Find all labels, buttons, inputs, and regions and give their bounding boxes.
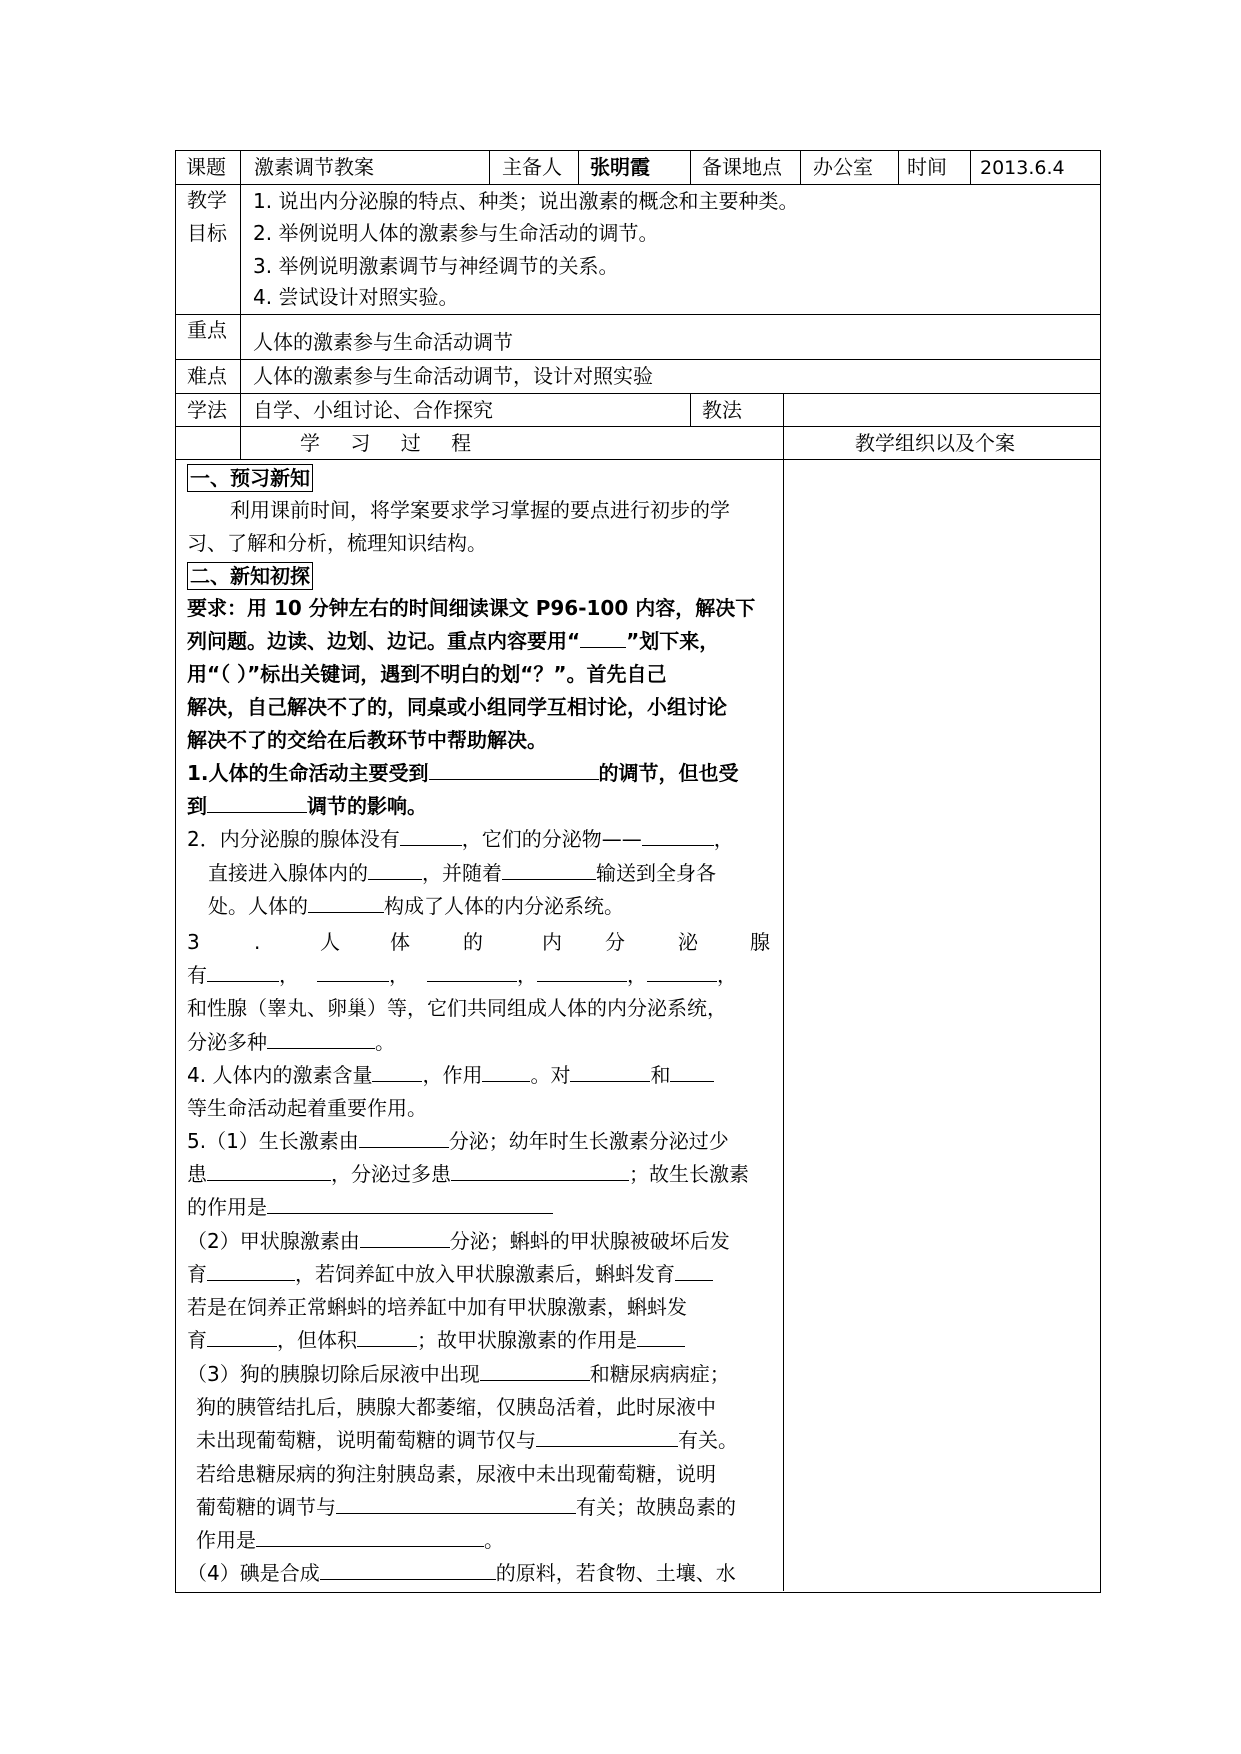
question-3-char: 人 <box>320 930 340 954</box>
requirement-text: 解决，自己解决不了的，同桌或小组同学互相讨论，小组讨论 <box>187 695 727 719</box>
question-5-3: （3）狗的胰腺切除后尿液中出现 和糖尿病病症； <box>187 1362 730 1386</box>
objective-item: 1. 说出内分泌腺的特点、种类；说出激素的概念和主要种类。 <box>253 189 799 213</box>
question-5-2: 育 ，但体积 ；故甲状腺激素的作用是 <box>187 1327 685 1353</box>
col-divider <box>898 150 899 184</box>
location-label: 备课地点 <box>702 155 782 179</box>
question-5-2: 若是在饲养正常蝌蚪的培养缸中加有甲状腺激素，蝌蚪发 <box>187 1295 687 1319</box>
difficulty-value: 人体的激素参与生命活动调节，设计对照实验 <box>253 364 653 388</box>
question-3-char: . <box>254 930 261 954</box>
col-divider <box>690 393 691 426</box>
location-value: 办公室 <box>813 155 873 179</box>
question-5-2: （2）甲状腺激素由 分泌；蝌蚪的甲状腺被破坏后发 <box>187 1229 730 1253</box>
question-4: 4. 人体内的激素含量 ，作用 。对 和 <box>187 1062 714 1088</box>
topic-label: 课题 <box>186 155 226 179</box>
question-5-4: （4）碘是合成 的原料，若食物、土壤、水 <box>187 1561 736 1585</box>
objective-item: 2. 举例说明人体的激素参与生命活动的调节。 <box>253 221 659 245</box>
objective-item: 3. 举例说明激素调节与神经调节的关系。 <box>253 254 619 278</box>
time-label: 时间 <box>907 155 947 179</box>
section-text: 利用课前时间，将学案要求学习掌握的要点进行初步的学 <box>230 498 730 522</box>
preparer-label: 主备人 <box>502 155 562 179</box>
key-point-label: 重点 <box>187 318 227 342</box>
question-5-3: 葡萄糖的调节与 有关；故胰岛素的 <box>196 1495 736 1519</box>
row-divider <box>175 314 1100 315</box>
col-divider <box>970 150 971 184</box>
col-divider <box>690 150 691 184</box>
question-5-3: 作用是 。 <box>196 1528 504 1552</box>
question-3-char: 的 <box>463 930 483 954</box>
col-divider <box>489 150 490 184</box>
process-notes-header: 教学组织以及个案 <box>855 431 1015 455</box>
question-5-1: 患 ，分泌过多患 ；故生长激素 <box>187 1162 749 1186</box>
row-divider <box>175 426 1100 427</box>
question-3-char: 体 <box>390 930 410 954</box>
key-point-value: 人体的激素参与生命活动调节 <box>253 330 513 354</box>
col-divider <box>783 426 784 1591</box>
question-5-3: 若给患糖尿病的狗注射胰岛素，尿液中未出现葡萄糖，说明 <box>196 1462 716 1486</box>
question-1: 到 调节的影响。 <box>187 794 427 818</box>
question-5-3: 狗的胰管结扎后，胰腺大都萎缩，仅胰岛活着，此时尿液中 <box>196 1395 716 1419</box>
question-3-char: 腺 <box>750 930 770 954</box>
question-2: 处。人体的 构成了人体的内分泌系统。 <box>208 894 624 918</box>
objectives-label: 目标 <box>187 221 227 245</box>
question-1: 1.人体的生命活动主要受到 的调节，但也受 <box>187 761 739 785</box>
col-divider <box>783 393 784 426</box>
question-5-1: 的作用是 <box>187 1194 553 1220</box>
row-divider <box>175 459 1100 460</box>
question-3-line: 和性腺（睾丸、卵巢）等，它们共同组成人体的内分泌系统， <box>187 996 727 1020</box>
difficulty-label: 难点 <box>187 364 227 388</box>
section-title: 二、新知初探 <box>187 562 313 590</box>
question-5-3: 未出现葡萄糖，说明葡萄糖的调节仅与 有关。 <box>196 1428 738 1452</box>
question-3-char: 内 <box>542 930 562 954</box>
row-divider <box>175 393 1100 394</box>
question-5-2: 育 ，若饲养缸中放入甲状腺激素后，蝌蚪发育 <box>187 1261 713 1287</box>
col-divider <box>578 150 579 184</box>
preparer-value: 张明霞 <box>590 155 650 179</box>
requirement-text: 列问题。边读、边划、边记。重点内容要用“ ”划下来， <box>187 629 720 653</box>
question-3-line: 分泌多种 。 <box>187 1030 395 1054</box>
question-4: 等生命活动起着重要作用。 <box>187 1096 427 1120</box>
requirement-text: 用“（ ）”标出关键词，遇到不明白的划“？”。首先自己 <box>187 662 667 686</box>
question-3-char: 3 <box>187 930 200 954</box>
process-header: 学 习 过 程 <box>300 431 484 455</box>
requirement-text: 解决不了的交给在后教环节中帮助解决。 <box>187 728 547 752</box>
study-method-label: 学法 <box>187 398 227 422</box>
section-title: 一、预习新知 <box>187 464 313 492</box>
section-text: 习、了解和分析，梳理知识结构。 <box>187 531 487 555</box>
objectives-label: 教学 <box>187 188 227 212</box>
time-value: 2013.6.4 <box>980 157 1065 179</box>
topic-value: 激素调节教案 <box>254 155 374 179</box>
objective-item: 4. 尝试设计对照实验。 <box>253 285 459 309</box>
row-divider <box>175 359 1100 360</box>
question-3-line: 有 ， ， ， ， ， <box>187 963 737 987</box>
study-method-value: 自学、小组讨论、合作探究 <box>253 398 493 422</box>
question-2: 2．内分泌腺的腺体没有 ，它们的分泌物—— ， <box>187 827 734 851</box>
teach-method-label: 教法 <box>702 398 742 422</box>
col-divider <box>800 150 801 184</box>
question-3-char: 分 <box>605 930 625 954</box>
question-2: 直接进入腺体内的 ，并随着 输送到全身各 <box>208 861 716 885</box>
row-divider <box>175 184 1100 185</box>
question-5-1: 5.（1）生长激素由 分泌；幼年时生长激素分泌过少 <box>187 1129 729 1153</box>
col-divider <box>240 150 241 459</box>
requirement-text: 要求：用 10 分钟左右的时间细读课文 P96-100 内容，解决下 <box>187 596 756 620</box>
question-3-char: 泌 <box>678 930 698 954</box>
